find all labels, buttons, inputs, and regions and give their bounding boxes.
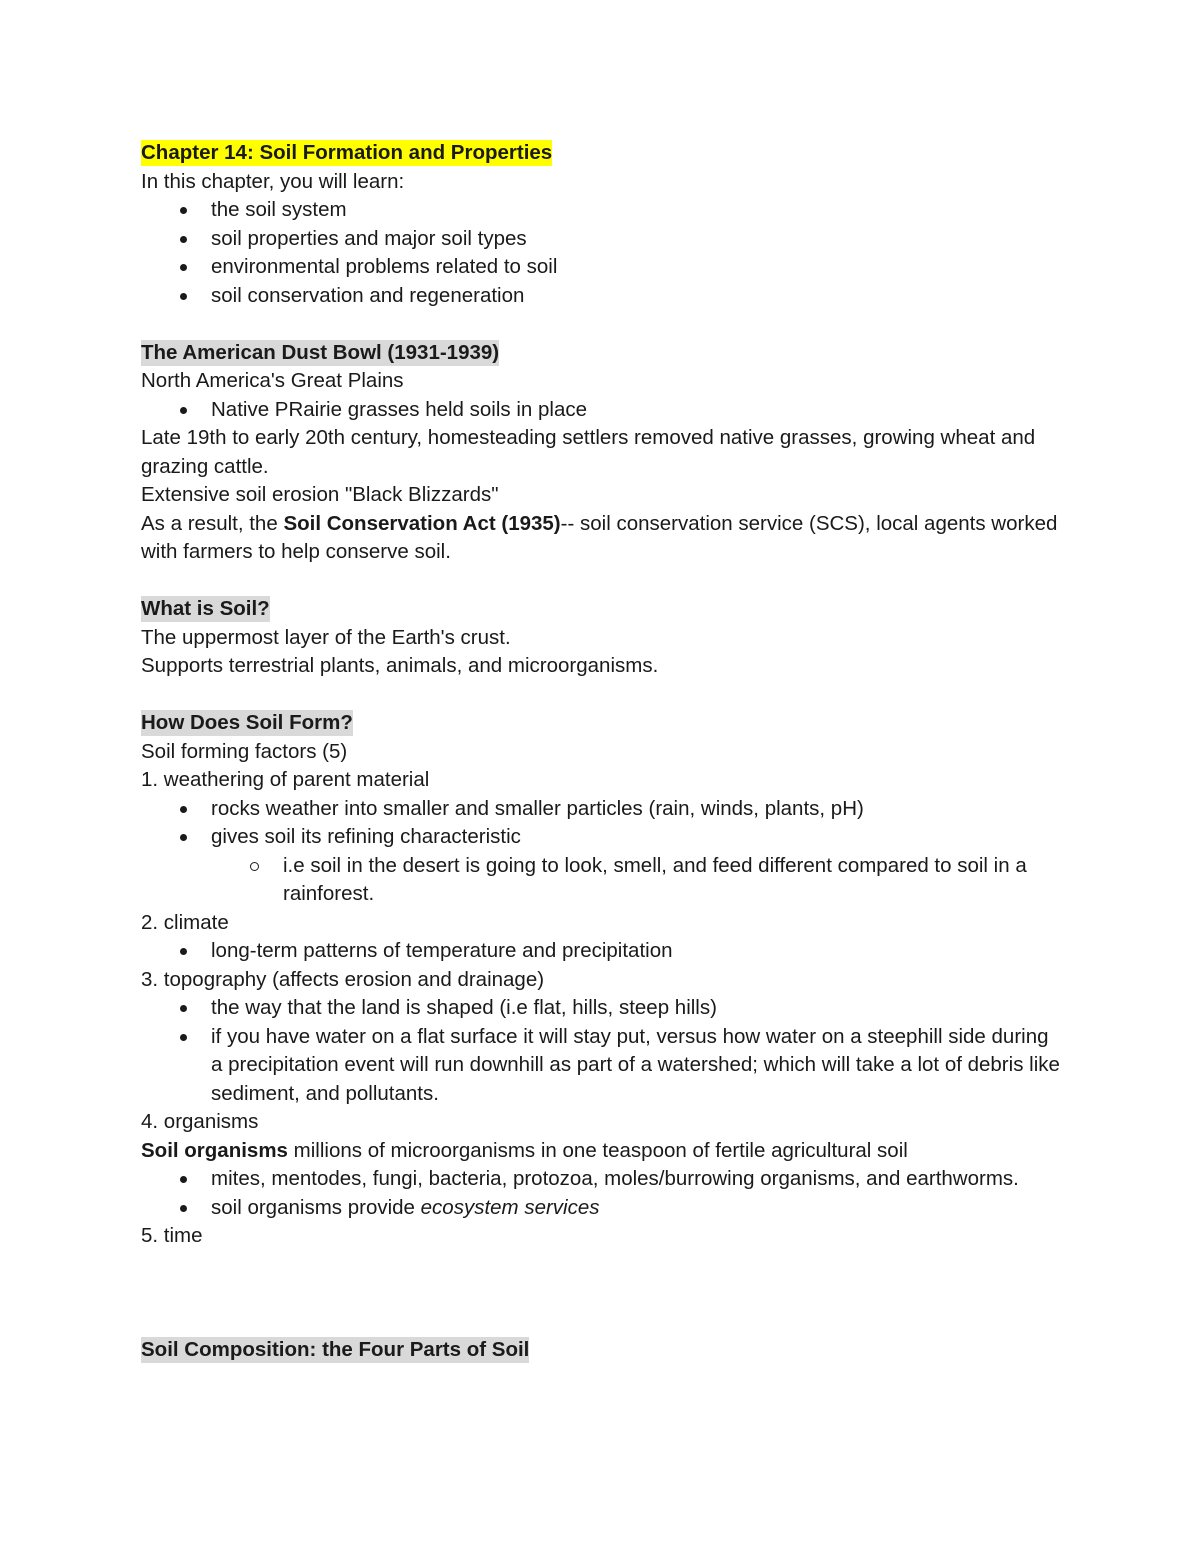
result-prefix: As a result, the [141, 511, 284, 535]
dust-bowl-bullet: Native PRairie grasses held soils in place [141, 396, 1061, 425]
factor-bullet: gives soil its refining characteristic [141, 823, 1061, 852]
objective-item: environmental problems related to soil [141, 253, 1061, 282]
soil-organisms-line [141, 1137, 1061, 1166]
factor-sub-bullet: i.e soil in the desert is going to look, smell, and feed different compared to soil in a rainforest. [141, 852, 1061, 909]
ecosystem-services-term: ecosystem services [420, 1195, 600, 1219]
factor-item: 4. organisms [141, 1110, 259, 1133]
dust-bowl-location: North America's Great Plains [141, 369, 404, 392]
chapter-title: Chapter 14: Soil Formation and Properties [141, 141, 553, 164]
factor-item: 1. weathering of parent material [141, 768, 430, 791]
soil-organisms-term: Soil organisms [141, 1138, 288, 1162]
formation-intro: Soil forming factors (5) [141, 739, 348, 763]
dust-bowl-result [141, 510, 1061, 567]
soil-composition-heading: Soil Composition: the Four Parts of Soil [141, 1337, 530, 1361]
factor-item: 2. climate [141, 910, 229, 934]
factor-bullet: if you have water on a flat surface it will stay put, versus how water on a steephill side during a precipitation event will run downhill as part of a watershed; which will take a lot of debris like sediment, and pollutants. [141, 1023, 1061, 1109]
factor-bullet [141, 1194, 1061, 1223]
what-is-soil-heading: What is Soil? [141, 597, 270, 620]
document-page [141, 139, 1061, 1364]
soil-definition-line: The uppermost layer of the Earth's crust. [141, 625, 511, 649]
objective-item: soil conservation and regeneration [141, 282, 1061, 311]
factor-bullet: the way that the land is shaped (i.e flat, hills, steep hills) [141, 994, 1061, 1023]
dust-bowl-erosion: Extensive soil erosion "Black Blizzards" [141, 483, 499, 506]
soil-conservation-act: Soil Conservation Act (1935) [283, 511, 561, 535]
objective-item: the soil system [141, 196, 1061, 225]
soil-formation-heading: How Does Soil Form? [141, 711, 353, 734]
ecosystem-prefix: soil organisms provide [211, 1195, 421, 1219]
soil-definition-line: Supports terrestrial plants, animals, and microorganisms. [141, 654, 659, 677]
factor-item: 5. time [141, 1224, 203, 1247]
factor-bullet: long-term patterns of temperature and precipitation [141, 937, 1061, 966]
objective-item: soil properties and major soil types [141, 225, 1061, 254]
factor-item: 3. topography (affects erosion and drainage) [141, 967, 545, 991]
dust-bowl-history: Late 19th to early 20th century, homesteading settlers removed native grasses, growing wheat and grazing cattle. [141, 426, 1036, 478]
factor-bullet: mites, mentodes, fungi, bacteria, protozoa, moles/burrowing organisms, and earthworms. [141, 1165, 1061, 1194]
chapter-intro: In this chapter, you will learn: [141, 169, 405, 193]
dust-bowl-heading: The American Dust Bowl (1931-1939) [141, 340, 500, 364]
soil-organisms-text: millions of microorganisms in one teaspoon of fertile agricultural soil [287, 1138, 908, 1162]
factor-bullet: rocks weather into smaller and smaller particles (rain, winds, plants, pH) [141, 795, 1061, 824]
result-suffix: -- soil conservation service (SCS), local agents worked with farmers to help conserve soil. [141, 511, 1058, 563]
